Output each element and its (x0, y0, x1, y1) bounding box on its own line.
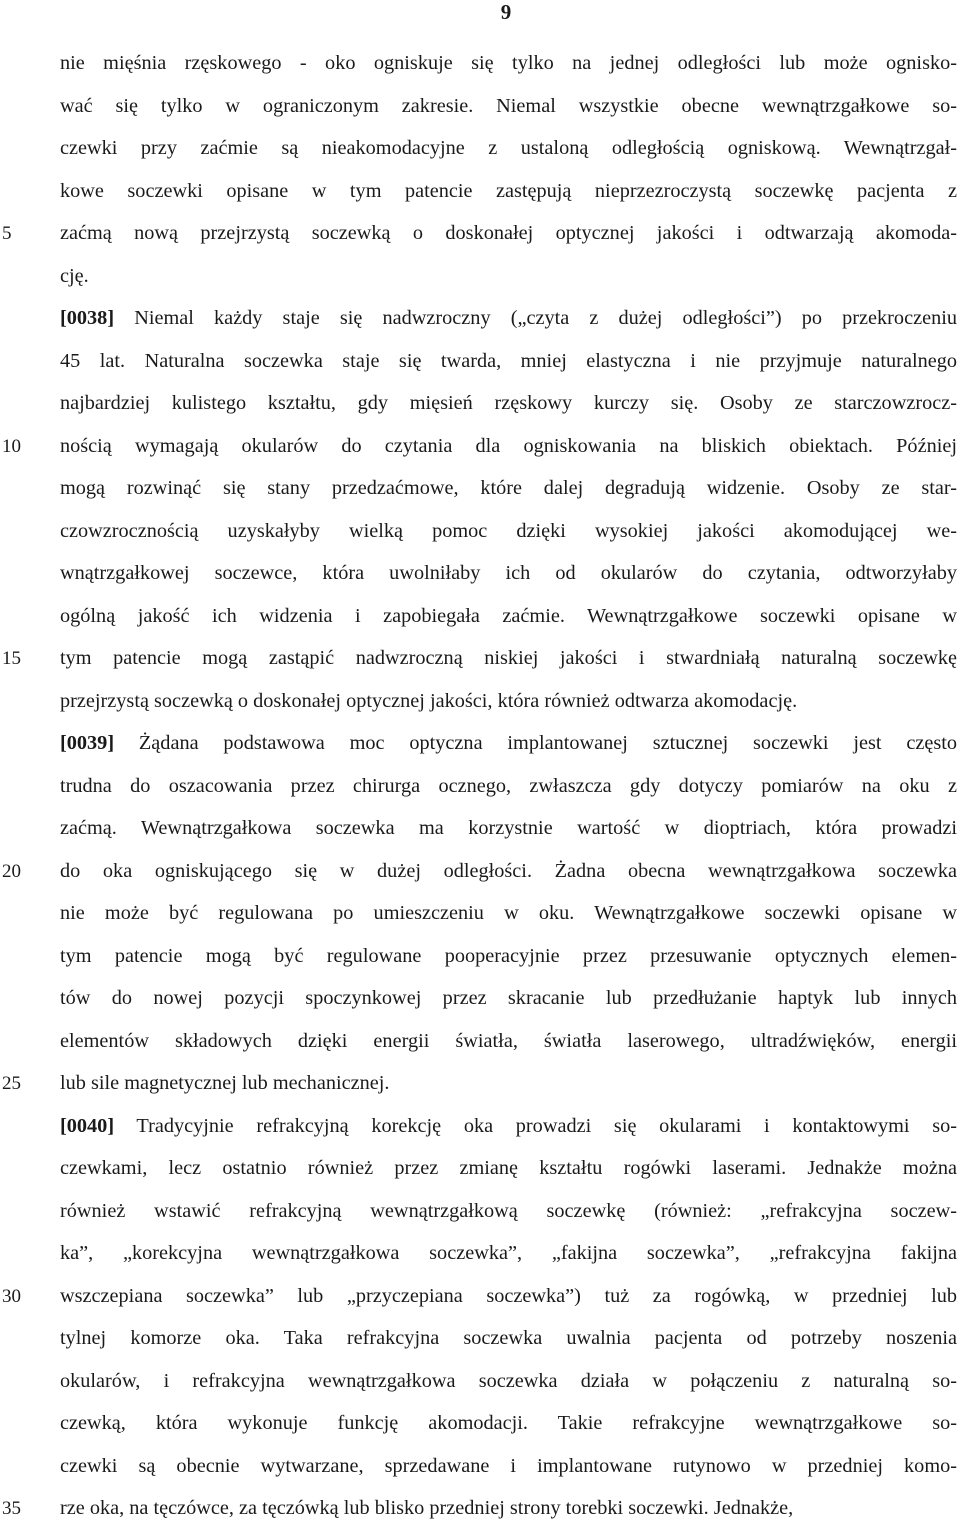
line-text: mogą rozwinąć się stany przedzaćmowe, które dalej degradują widzenie. Osoby ze star- (60, 477, 957, 499)
line-text: lub sile magnetycznej lub mechanicznej. (60, 1072, 390, 1094)
line-text: tylnej komorze oka. Taka refrakcyjna soczewka uwalnia pacjenta od potrzeby noszenia (60, 1327, 957, 1349)
text-line (60, 220, 957, 246)
text-line (60, 178, 957, 204)
line-text: czewkami, lecz ostatnio również przez zmianę kształtu rogówki laserami. Jednakże można (60, 1157, 957, 1179)
text-line (60, 1240, 957, 1266)
line-number-gutter (0, 0, 40, 1523)
line-text: nością wymagają okularów do czytania dla ogniskowania na bliskich obiektach. Później (60, 434, 957, 457)
text-line (60, 730, 957, 756)
line-text: wnątrzgałkowej soczewce, która uwolniłaby ich od okularów do czytania, odtworzyłaby (60, 562, 957, 584)
line-text: Niemal każdy staje się nadwzroczny („czyta z dużej odległości”) po przekroczeniu (114, 307, 957, 329)
text-line (60, 1113, 957, 1139)
paragraph-id: [0040] (60, 1114, 115, 1137)
text-line (60, 943, 957, 969)
line-text: kowe soczewki opisane w tym patencie zastępują nieprzezroczystą soczewkę pacjenta z (60, 179, 957, 202)
line-text: okularów, i refrakcyjna wewnątrzgałkowa soczewka działa w połączeniu z naturalną so- (60, 1369, 957, 1392)
line-text: cję. (60, 264, 89, 287)
line-text: do oka ogniskującego się w dużej odległości. Żadna obecna wewnątrzgałkowa soczewka (60, 859, 957, 882)
line-text: zaćmą nową przejrzystą soczewką o doskonałej optycznej jakości i odtwarzają akomoda- (60, 222, 957, 244)
text-line (60, 1495, 957, 1521)
line-number: 5 (2, 223, 12, 244)
line-text: ogólną jakość ich widzenia i zapobiegała zaćmie. Wewnątrzgałkowe soczewki opisane w (60, 604, 957, 627)
text-line (60, 433, 957, 459)
line-number: 10 (2, 435, 21, 457)
text-line (60, 603, 957, 629)
text-line (60, 1070, 957, 1096)
text-line (60, 348, 957, 374)
text-line (60, 50, 957, 76)
line-number: 30 (2, 1285, 21, 1307)
text-line (60, 1028, 957, 1054)
text-line (60, 1410, 957, 1436)
text-line (60, 1198, 957, 1224)
line-text: wać się tylko w ograniczonym zakresie. Niemal wszystkie obecne wewnątrzgałkowe so- (60, 94, 957, 117)
line-text: czewki są obecnie wytwarzane, sprzedawane i implantowane rutynowo w przedniej komo- (60, 1454, 957, 1477)
line-text: rze oka, na tęczówce, za tęczówką lub blisko przedniej strony torebki soczewki. Jednakże, (60, 1497, 794, 1519)
text-line (60, 645, 957, 671)
text-line (60, 858, 957, 884)
line-number: 35 (2, 1498, 21, 1519)
paragraph-id: [0039] (60, 732, 115, 754)
text-line (60, 773, 957, 799)
text-line (60, 135, 957, 161)
line-text: najbardziej kulistego kształtu, gdy mięsień rzęskowy kurczy się. Osoby ze starczowzrocz- (60, 392, 957, 414)
text-line (60, 263, 957, 289)
text-line (60, 390, 957, 416)
line-text: przejrzystą soczewką o doskonałej optycznej jakości, która również odtwarza akomodację. (60, 689, 798, 712)
text-line (60, 1155, 957, 1181)
line-text: czewką, która wykonuje funkcję akomodacji. Takie refrakcyjne wewnątrzgałkowe so- (60, 1412, 957, 1434)
text-line (60, 1283, 957, 1309)
text-line (60, 815, 957, 841)
line-text: Żądana podstawowa moc optyczna implantowanej sztucznej soczewki jest często (114, 732, 957, 754)
text-line (60, 518, 957, 544)
paragraph-id: [0038] (60, 307, 115, 329)
line-text: tym patencie mogą zastąpić nadwzroczną niskiej jakości i stwardniałą naturalną soczewkę (60, 647, 957, 669)
line-text: ka”, „korekcyjna wewnątrzgałkowa soczewka”, „fakijna soczewka”, „refrakcyjna fakijna (60, 1242, 957, 1264)
line-number: 20 (2, 860, 21, 882)
line-text: Tradycyjnie refrakcyjną korekcję oka prowadzi się okularami i kontaktowymi so- (114, 1114, 957, 1137)
line-text: tym patencie mogą być regulowane pooperacyjnie przez przesuwanie optycznych elemen- (60, 944, 957, 967)
text-line (60, 1368, 957, 1394)
line-text: elementów składowych dzięki energii światła, światła laserowego, ultradźwięków, energii (60, 1029, 957, 1052)
text-line (60, 560, 957, 586)
text-line (60, 985, 957, 1011)
line-text: czewki przy zaćmie są nieakomodacyjne z ustaloną odległością ogniskową. Wewnątrzgał- (60, 137, 957, 159)
line-text: wszczepiana soczewka” lub „przyczepiana soczewka”) tuż za rogówką, w przedniej lub (60, 1284, 957, 1307)
text-line (60, 305, 957, 331)
text-line (60, 688, 957, 714)
text-line (60, 900, 957, 926)
text-line (60, 1453, 957, 1479)
line-text: nie mięśnia rzęskowego - oko ogniskuje się tylko na jednej odległości lub może ognisko- (60, 52, 957, 74)
line-text: nie może być regulowana po umieszczeniu w oku. Wewnątrzgałkowe soczewki opisane w (60, 902, 957, 924)
line-text: czowzrocznością uzyskałyby wielką pomoc dzięki wysokiej jakości akomodującej we- (60, 519, 957, 542)
line-number: 15 (2, 648, 21, 669)
text-line (60, 1325, 957, 1351)
line-text: tów do nowej pozycji spoczynkowej przez skracanie lub przedłużanie haptyk lub innych (60, 987, 957, 1009)
line-number: 25 (2, 1073, 21, 1094)
line-text: zaćmą. Wewnątrzgałkowa soczewka ma korzystnie wartość w dioptriach, która prowadzi (60, 817, 957, 839)
text-line (60, 93, 957, 119)
line-text: również wstawić refrakcyjną wewnątrzgałkową soczewkę (również: „refrakcyjna soczew- (60, 1199, 957, 1222)
text-line (60, 475, 957, 501)
line-text: 45 lat. Naturalna soczewka staje się twarda, mniej elastyczna i nie przyjmuje naturalnego (60, 349, 957, 372)
page-number: 9 (500, 0, 512, 24)
line-text: trudna do oszacowania przez chirurga ocznego, zwłaszcza gdy dotyczy pomiarów na oku z (60, 774, 957, 797)
